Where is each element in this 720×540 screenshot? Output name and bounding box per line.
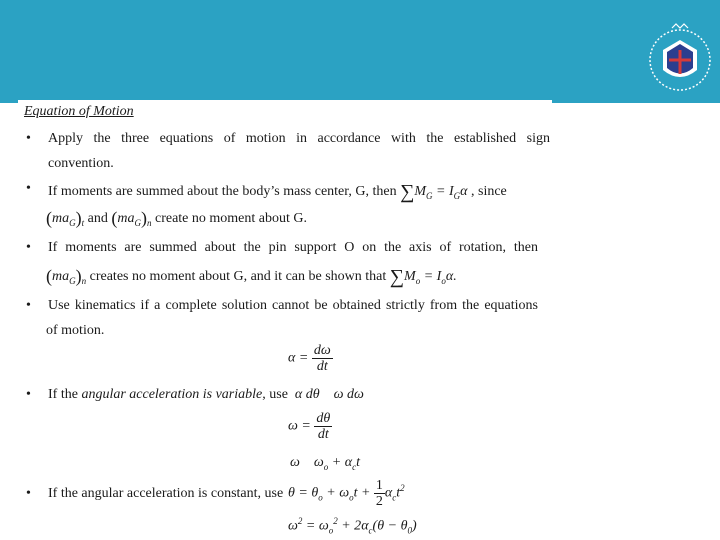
bullet-text-part: , since <box>471 184 507 199</box>
bullet-text-part: , use <box>262 387 288 402</box>
equation-omega-squared: $\omega^2 = \omega_o^2 + 2\alpha_c(\theta - \theta_0)$ <box>288 516 417 536</box>
equation-moment-sum-o: $\sum M_o = I_o\alpha$. <box>389 266 457 288</box>
bullet-dot: • <box>26 131 31 146</box>
bullet-text <box>46 266 457 289</box>
section-title: Equation of Motion <box>24 104 134 119</box>
equation-omega-derivative: ω = $\frac{d\theta}{dt}$ <box>288 411 331 442</box>
bullet-dot: • <box>26 240 31 255</box>
equation-term-mag-t: $(ma_G)_t$ <box>46 208 85 228</box>
bullet-text <box>48 486 283 502</box>
bullet-text-part: and <box>87 211 108 226</box>
bullet-text-part: creates no moment about G, and it can be shown that <box>89 269 387 284</box>
bullet-text <box>48 181 507 204</box>
university-logo <box>645 20 715 98</box>
bullet-text: of motion. <box>46 323 105 338</box>
slide-content <box>18 100 552 540</box>
bullet-text: convention. <box>48 156 114 171</box>
bullet-dot: • <box>26 387 31 402</box>
equation-alpha-derivative: α = $\frac{d\omega}{dt}$ <box>288 343 331 374</box>
bullet-dot: • <box>26 486 31 501</box>
equation-alpha-dtheta: α dθ ω dω <box>294 387 364 402</box>
bullet-text: Use kinematics if a complete solution cannot be obtained strictly from the equations <box>48 298 538 313</box>
bullet-text <box>48 387 364 403</box>
equation-moment-sum-g: $\sum M_G = I_G\alpha$ <box>400 181 468 203</box>
equation-theta-constant: $\theta = \theta_o + \omega_ot$ + $\frac{1}{2}$ $\alpha_ct^2$ <box>288 478 405 509</box>
bullet-text-part: If the <box>48 387 78 402</box>
equation-term-mag-n: $(ma_G)_n$ <box>46 266 87 286</box>
bullet-dot: • <box>26 181 31 196</box>
bullet-text-part: If the angular acceleration is constant, use <box>48 486 284 501</box>
bullet-text-emphasis: angular acceleration is variable <box>81 387 263 402</box>
bullet-text: Apply the three equations of motion in accordance with the established sign <box>48 131 550 146</box>
header-band <box>0 0 720 103</box>
bullet-text-part: If moments are summed about the body’s mass center, G, then <box>48 184 397 199</box>
equation-term-mag-n: $(ma_G)_n$ <box>111 208 152 228</box>
equation-omega-constant: ω $\omega_o + \alpha_ct$ <box>290 455 360 472</box>
bullet-text: If moments are summed about the pin support O on the axis of rotation, then <box>48 240 538 255</box>
bullet-dot: • <box>26 298 31 313</box>
bullet-text-part: create no moment about G. <box>154 211 307 226</box>
bullet-text <box>46 208 307 229</box>
